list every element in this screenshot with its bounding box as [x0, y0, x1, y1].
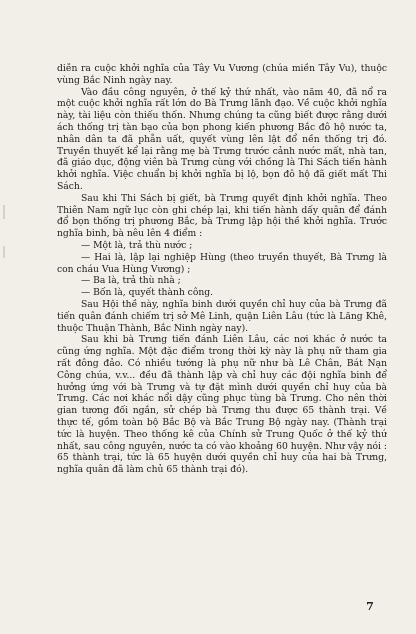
- paragraph-4: Sau Hội thề này, nghĩa binh dưới quyền chỉ huy của bà Trưng đã tiến quân đánh chiếm trị sở Mê Linh, quận Liên Lâu (tức là Lăng Khê, thuộc Thuận Thành, Bắc Ninh ngày nay).: [57, 298, 387, 334]
- paragraph-2: Vào đầu công nguyên, ở thế kỷ thứ nhất, vào năm 40, đã nổ ra một cuộc khởi nghĩa rất lớn do Bà Trưng lãnh đạo. Về cuộc khởi nghĩa này, tài liệu còn thiếu thốn. Nhưng chúng ta cũng biết được rằng dưới ách thống trị tàn bạo của bọn phong kiến phương Bắc đô hộ nước ta, nhân dân ta đã phẫn uất, quyết vùng lên lật đổ nền thống trị đó. Truyền thuyết kể lại rằng mẹ bà Trưng trước cảnh nước mất, nhà tan, đã giáo dục, động viên bà Trưng cùng với chồng là Thi Sách tiến hành khởi nghĩa. Việc chuẩn bị khởi nghĩa bị lộ, bọn đô hộ đã giết mất Thi Sách.: [57, 86, 387, 192]
- list-item-3: — Ba là, trả thù nhà ;: [81, 275, 181, 287]
- scan-mark: [3, 205, 5, 219]
- list-item-2: — Hai là, lập lại nghiệp Hùng (theo truyền thuyết, Bà Trưng là con cháu Vua Hùng Vương) ;: [57, 251, 387, 275]
- text-column: [57, 63, 387, 608]
- list-item-1: — Một là, trả thù nước ;: [81, 239, 193, 251]
- page-number: 7: [366, 600, 374, 613]
- scan-mark: [3, 246, 5, 258]
- list-item-4: — Bốn là, quyết thành công.: [81, 287, 214, 299]
- paragraph-5: Sau khi bà Trưng tiến đánh Liên Lâu, các nơi khác ở nước ta cũng ứng nghĩa. Một đặc điểm trong thời kỳ này là phụ nữ tham gia rất đông đảo. Có nhiều tướng là phụ nữ như bà Lê Chân, Bát Nạn Công chúa, v.v... đều đã thành lập và chỉ huy các đội nghĩa binh để hưởng ứng với bà Trưng và tự đặt mình dưới quyền chỉ huy của bà Trưng. Các nơi khác nổi dậy cũng phục tùng bà Trưng. Cho nên thời gian tương đối ngắn, sử chép bà Trưng thu được 65 thành trại. Về thực tế, gồm toàn bộ Bắc Bộ và Bắc Trung Bộ ngày nay. (Thành trại tức là huyện. Theo thống kê của Chính sử Trung Quốc ở thế kỷ thứ nhất, sau công nguyên, nước ta có vào khoảng 60 huyện. Như vậy nói : 65 thành trại, tức là 65 huyện dưới quyền chỉ huy của hai bà Trưng, nghĩa quân đã làm chủ 65 thành trại đó).: [57, 334, 387, 476]
- paragraph-1: diễn ra cuộc khởi nghĩa của Tây Vu Vương (chúa miền Tây Vu), thuộc vùng Bắc Ninh ngày nay.: [57, 63, 387, 86]
- paragraph-3: Sau khi Thi Sách bị giết, bà Trưng quyết định khởi nghĩa. Theo Thiên Nam ngữ lục còn ghi chép lại, khi tiến hành dấy quân để đánh đổ bọn thống trị phương Bắc, bà Trưng lập hội thề khởi nghĩa. Trước nghĩa binh, bà nêu lên 4 điểm :: [57, 192, 387, 240]
